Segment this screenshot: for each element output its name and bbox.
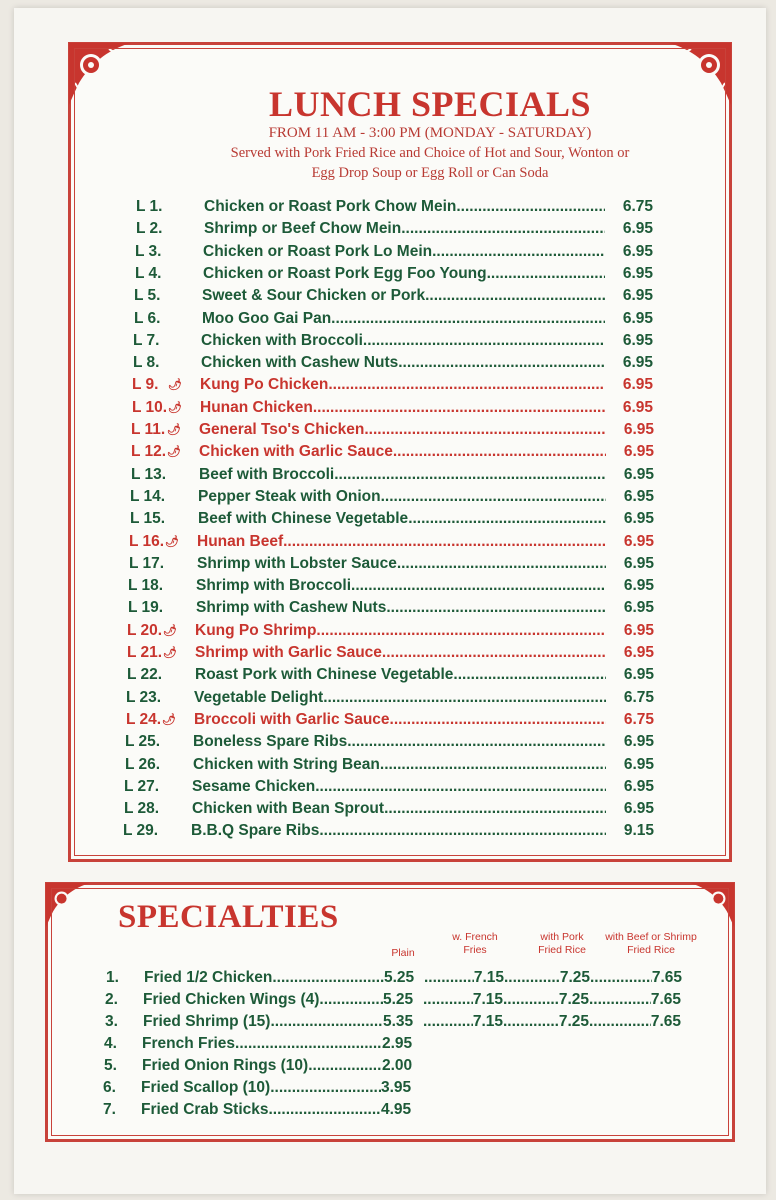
lunch-item (134, 310, 653, 330)
price-beef-shrimp-fried-rice: 7.65 (650, 1013, 681, 1030)
item-code: L 19. (128, 599, 164, 617)
price-plain: 5.25 (384, 969, 415, 986)
item-name: Chicken with Bean Sprout (192, 800, 385, 818)
lunch-item (131, 421, 654, 441)
item-price: 6.95 (623, 777, 654, 795)
item-name: Sweet & Sour Chicken or Pork (202, 287, 426, 305)
lunch-item (130, 510, 654, 530)
lunch-item (128, 599, 654, 619)
item-code: L 16. (129, 532, 165, 550)
item-code: L 11. (131, 421, 166, 438)
item-price: 6.95 (623, 443, 654, 461)
item-price: 6.95 (623, 644, 654, 661)
served-with-line-2: Egg Drop Soup or Egg Roll or Can Soda (311, 165, 549, 181)
lunch-item (127, 666, 654, 686)
price-plain: 2.95 (382, 1035, 413, 1052)
price-plain: 4.95 (381, 1101, 412, 1118)
item-number: 3. (105, 1013, 118, 1030)
item-code: L 8. (133, 354, 160, 372)
item-price: 6.95 (623, 510, 654, 528)
item-price: 6.95 (622, 264, 653, 282)
item-code: L 24. (126, 710, 162, 728)
price-pork-fried-rice: 7.25 (558, 1013, 589, 1030)
item-price: 6.75 (623, 710, 654, 728)
lunch-item (132, 376, 653, 396)
lunch-item (134, 287, 653, 307)
item-name: Pepper Steak with Onion (198, 487, 381, 505)
served-with-line-1: Served with Pork Fried Rice and Choice of Hot and Sour, Wonton or (230, 145, 630, 161)
item-price: 6.95 (622, 220, 653, 238)
flower-ornament-icon (690, 883, 734, 927)
item-name: Shrimp with Broccoli (196, 577, 352, 595)
item-name: Boneless Spare Ribs (193, 733, 348, 751)
lunch-item (124, 778, 654, 798)
item-name: Shrimp with Lobster Sauce (197, 554, 397, 572)
item-price: 6.95 (623, 465, 654, 483)
item-name: Sesame Chicken (192, 777, 316, 795)
lunch-item (129, 533, 654, 553)
price-french-fries: 7.15 (472, 991, 503, 1008)
item-code: L 25. (125, 733, 161, 751)
item-code: L 29. (123, 822, 159, 840)
specialties-panel (45, 882, 735, 1142)
item-name: Fried Crab Sticks (141, 1101, 269, 1118)
price-plain: 2.00 (382, 1057, 413, 1074)
item-code: L 2. (136, 220, 163, 238)
item-code: L 4. (135, 264, 162, 282)
chili-pepper-icon: 🌶︎ (167, 424, 181, 436)
chili-pepper-icon: 🌶︎ (165, 535, 179, 548)
price-beef-shrimp-fried-rice: 7.65 (651, 969, 682, 986)
item-code: L 12. (131, 443, 167, 461)
lunch-title: LUNCH SPECIALS (268, 84, 592, 124)
item-name: Chicken with Cashew Nuts (201, 354, 399, 372)
specialty-item (106, 969, 706, 990)
item-price: 6.95 (623, 800, 654, 818)
item-code: L 6. (134, 309, 161, 327)
item-code: L 7. (133, 331, 160, 349)
item-name: French Fries (142, 1035, 236, 1052)
lunch-item (126, 689, 654, 709)
item-number: 6. (103, 1079, 116, 1096)
specialty-item (104, 1035, 704, 1056)
item-code: L 21. (127, 644, 163, 661)
item-number: 4. (104, 1035, 117, 1052)
lunch-item (130, 488, 654, 508)
lunch-item (136, 220, 653, 240)
lunch-item (128, 577, 654, 597)
item-code: L 22. (127, 666, 163, 684)
item-name: Broccoli with Garlic Sauce (194, 710, 390, 728)
item-code: L 9. (132, 376, 159, 394)
item-code: L 10. (132, 398, 168, 416)
price-plain: 5.25 (383, 991, 414, 1008)
price-french-fries: 7.15 (472, 1013, 503, 1030)
price-pork-fried-rice: 7.25 (559, 969, 590, 986)
item-code: L 26. (125, 755, 161, 773)
lunch-hours: FROM 11 AM - 3:00 PM (MONDAY - SATURDAY) (268, 125, 592, 141)
lunch-item (132, 399, 653, 419)
specialty-item (105, 991, 705, 1012)
col-french-fries: w. French Fries (452, 931, 498, 956)
chili-pepper-icon: 🌶︎ (162, 713, 176, 726)
flower-ornament-icon (46, 883, 90, 927)
item-code: L 18. (128, 577, 164, 595)
lunch-item (129, 555, 654, 575)
item-code: L 5. (134, 287, 161, 305)
item-number: 2. (105, 991, 118, 1008)
col-pork-fried-rice: with Pork Fried Rice (538, 931, 586, 956)
item-name: Vegetable Delight (194, 688, 324, 706)
item-price: 6.95 (623, 554, 654, 572)
item-name: Roast Pork with Chinese Vegetable (195, 666, 454, 684)
item-price: 6.95 (623, 487, 654, 505)
specialties-title: SPECIALTIES (118, 899, 339, 935)
lunch-item (125, 733, 654, 753)
item-name: Chicken with Broccoli (201, 331, 363, 349)
item-name: Fried Scallop (10) (141, 1079, 271, 1096)
item-name: Fried Shrimp (15) (143, 1013, 271, 1030)
item-price: 6.95 (622, 398, 653, 416)
specialty-item (104, 1057, 704, 1078)
price-plain: 5.35 (383, 1013, 414, 1030)
price-pork-fried-rice: 7.25 (558, 991, 589, 1008)
lunch-item (127, 644, 654, 664)
item-price: 6.95 (623, 733, 654, 751)
item-price: 6.95 (622, 287, 653, 305)
lunch-specials-panel (68, 42, 732, 862)
item-name: Kung Po Chicken (200, 376, 329, 394)
chili-pepper-icon: 🌶︎ (168, 401, 182, 414)
item-code: L 17. (129, 554, 165, 572)
specialty-item (103, 1079, 703, 1100)
lunch-item (127, 622, 654, 642)
item-name: Hunan Beef (197, 532, 284, 550)
lunch-item (124, 800, 654, 820)
item-name: Chicken or Roast Pork Egg Foo Young (203, 264, 487, 282)
chili-pepper-icon: 🌶︎ (168, 379, 182, 392)
item-name: Chicken with Garlic Sauce (199, 443, 393, 461)
lunch-item (133, 332, 653, 352)
item-number: 1. (106, 969, 119, 986)
item-price: 6.95 (622, 242, 653, 260)
col-plain: Plain (391, 947, 415, 959)
chili-pepper-icon: 🌶︎ (167, 446, 181, 459)
item-code: L 13. (131, 465, 167, 483)
item-code: L 28. (124, 800, 160, 818)
chili-pepper-icon: 🌶︎ (163, 647, 177, 659)
item-price: 6.95 (623, 621, 654, 639)
lunch-item (133, 354, 653, 374)
item-price: 6.95 (622, 354, 653, 372)
item-name: Fried Chicken Wings (4) (143, 991, 320, 1008)
item-name: Chicken with String Bean (193, 755, 380, 773)
lunch-item (135, 265, 653, 285)
item-name: Shrimp with Garlic Sauce (195, 644, 382, 661)
col-beef-shrimp-fried-rice: with Beef or Shrimp Fried Rice (605, 931, 697, 956)
item-code: L 27. (124, 777, 160, 795)
item-name: Shrimp with Cashew Nuts (196, 599, 387, 617)
item-code: L 1. (136, 198, 163, 215)
price-french-fries: 7.15 (473, 969, 504, 986)
lunch-item (125, 756, 654, 776)
item-name: Fried Onion Rings (10) (142, 1057, 309, 1074)
item-price: 6.95 (623, 599, 654, 617)
item-name: Beef with Broccoli (199, 465, 335, 483)
item-name: B.B.Q Spare Ribs (191, 822, 320, 840)
item-code: L 14. (130, 487, 166, 505)
item-name: Fried 1/2 Chicken (144, 969, 273, 986)
item-price: 6.95 (622, 331, 653, 349)
item-name: Moo Goo Gai Pan (202, 309, 332, 327)
item-price: 6.75 (623, 688, 654, 706)
item-price: 6.95 (623, 755, 654, 773)
item-name: Chicken or Roast Pork Chow Mein (204, 198, 457, 215)
price-plain: 3.95 (381, 1079, 412, 1096)
item-price: 6.95 (623, 577, 654, 595)
specialty-item (103, 1101, 703, 1122)
item-price: 6.75 (622, 198, 653, 215)
lunch-item (136, 198, 653, 218)
lunch-item (131, 466, 654, 486)
item-code: L 20. (127, 621, 163, 639)
item-number: 7. (103, 1101, 116, 1118)
price-beef-shrimp-fried-rice: 7.65 (650, 991, 681, 1008)
item-code: L 15. (130, 510, 166, 528)
item-name: General Tso's Chicken (199, 421, 365, 438)
item-name: Chicken or Roast Pork Lo Mein (203, 242, 433, 260)
lunch-item (126, 711, 654, 731)
lunch-item (135, 243, 653, 263)
item-name: Shrimp or Beef Chow Mein (204, 220, 402, 238)
lunch-item (123, 822, 654, 842)
item-price: 6.95 (623, 421, 654, 438)
specialty-item (105, 1013, 705, 1034)
item-price: 9.15 (623, 822, 654, 840)
item-number: 5. (104, 1057, 117, 1074)
item-name: Kung Po Shrimp (195, 621, 317, 639)
item-price: 6.95 (622, 309, 653, 327)
item-name: Beef with Chinese Vegetable (198, 510, 409, 528)
item-code: L 23. (126, 688, 162, 706)
lunch-item (131, 443, 654, 463)
item-price: 6.95 (623, 532, 654, 550)
item-price: 6.95 (622, 376, 653, 394)
item-price: 6.95 (623, 666, 654, 684)
item-name: Hunan Chicken (200, 398, 313, 416)
item-code: L 3. (135, 242, 162, 260)
chili-pepper-icon: 🌶︎ (163, 624, 177, 637)
